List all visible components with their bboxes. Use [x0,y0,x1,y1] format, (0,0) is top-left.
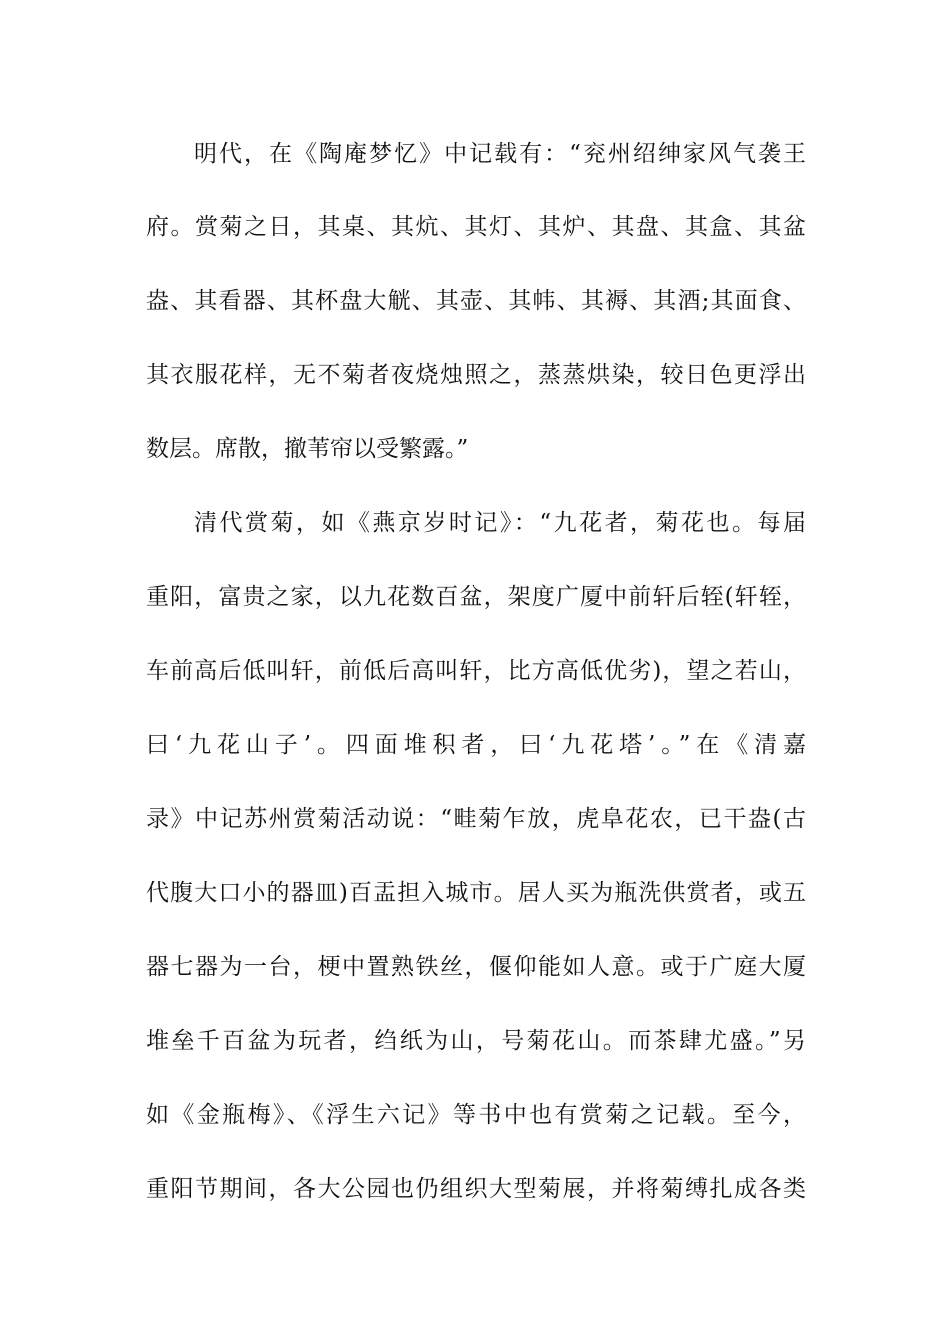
text-line: 器七器为一台，梗中置熟铁丝，偃仰能如人意。或于广庭大厦 [146,954,806,980]
text-line: 车前高后低叫轩，前低后高叫轩，比方高低优劣)，望之若山， [146,658,806,684]
text-line: 重阳，富贵之家，以九花数百盆，架度广厦中前轩后轾(轩轾， [146,584,806,610]
text-line: 数层。席散，撤苇帘以受繁露。” [146,436,469,462]
text-line: 清代赏菊，如《燕京岁时记》：“九花者，菊花也。每届 [194,510,806,536]
text-line: 曰‘九花山子’。四面堆积者，曰‘九花塔’。”在《清嘉 [146,732,806,758]
text-line: 其衣服花样，无不菊者夜烧烛照之，蒸蒸烘染，较日色更浮出 [146,362,806,388]
text-line: 录》中记苏州赏菊活动说：“畦菊乍放，虎阜花农，已干盎(古 [146,806,806,832]
text-line: 明代，在《陶庵梦忆》中记载有：“兖州绍绅家风气袭王 [194,141,806,167]
text-line: 府。赏菊之日，其桌、其炕、其灯、其炉、其盘、其盒、其盆 [146,214,806,240]
text-line: 代腹大口小的器皿)百盂担入城市。居人买为瓶洗供赏者，或五 [146,880,806,906]
text-line: 盎、其看器、其杯盘大觥、其壶、其帏、其褥、其酒;其面食、 [146,288,806,314]
text-line: 堆垒千百盆为玩者，绉纸为山，号菊花山。而茶肆尤盛。”另 [146,1028,806,1054]
text-line: 如《金瓶梅》、《浮生六记》等书中也有赏菊之记载。至今， [146,1102,806,1128]
text-line: 重阳节期间，各大公园也仍组织大型菊展，并将菊缚扎成各类 [146,1176,806,1202]
